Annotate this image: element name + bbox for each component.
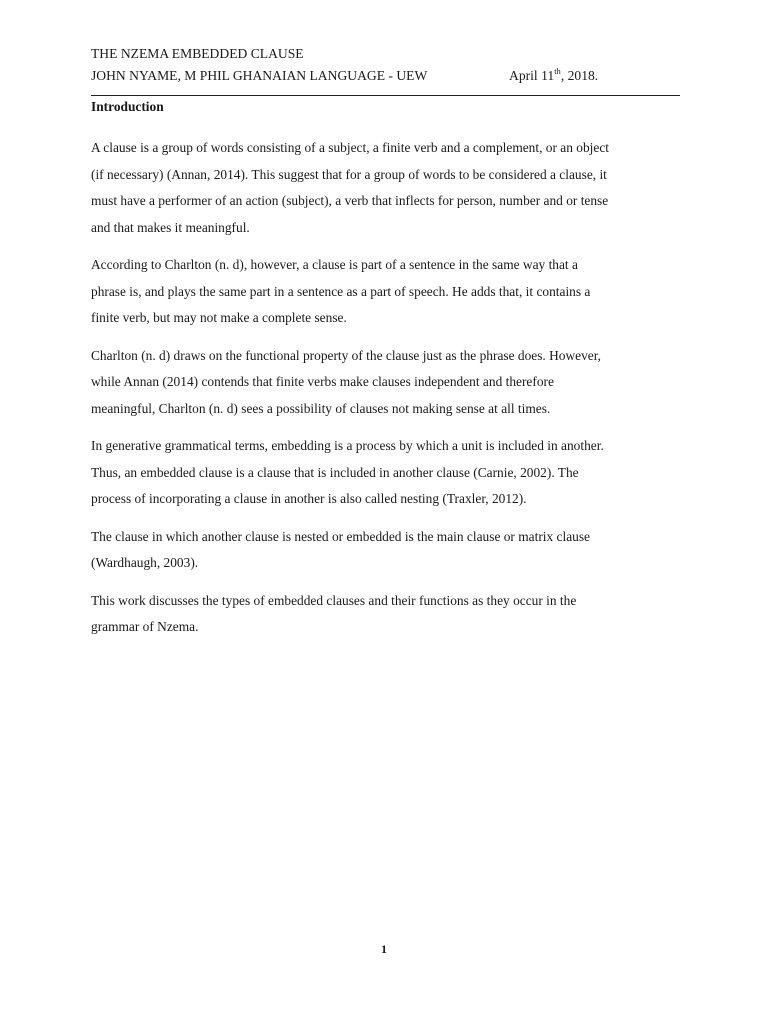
header-divider bbox=[91, 95, 680, 96]
text-line: grammar of Nzema. bbox=[91, 619, 199, 634]
paragraph-5 bbox=[91, 524, 681, 577]
text-line: Charlton (n. d) draws on the functional property of the clause just as the phrase does. However, bbox=[91, 347, 602, 363]
text-line: In generative grammatical terms, embedding is a process by which a unit is included in another. bbox=[91, 438, 604, 453]
header-author: JOHN NYAME, M PHIL GHANAIAN LANGUAGE - UEW bbox=[91, 68, 428, 83]
text-line: Thus, an embedded clause is a clause that is included in another clause (Carnie, 2002). The bbox=[91, 464, 579, 480]
text-line: finite verb, but may not make a complete sense. bbox=[91, 310, 347, 325]
header-date bbox=[509, 66, 598, 85]
text-line: This work discusses the types of embedded clauses and their functions as they occur in the bbox=[91, 592, 577, 608]
header-date-prefix: April 11 bbox=[509, 68, 555, 83]
text-line: A clause is a group of words consisting of a subject, a finite verb and a complement, or an object bbox=[91, 140, 609, 155]
section-heading: Introduction bbox=[91, 99, 164, 114]
document-body bbox=[91, 135, 681, 652]
text-line: meaningful, Charlton (n. d) sees a possibility of clauses not making sense at all times. bbox=[91, 400, 551, 416]
page-number: 1 bbox=[381, 942, 387, 956]
paragraph-1 bbox=[91, 135, 681, 241]
text-line: According to Charlton (n. d), however, a clause is part of a sentence in the same way that a bbox=[91, 257, 578, 272]
text-line: must have a performer of an action (subject), a verb that inflects for person, number and or tense bbox=[91, 193, 609, 208]
text-line: phrase is, and plays the same part in a sentence as a part of speech. He adds that, it contains a bbox=[91, 283, 591, 299]
header-author-date-line bbox=[91, 66, 681, 88]
header-date-superscript: th bbox=[554, 66, 561, 76]
header-title: THE NZEMA EMBEDDED CLAUSE bbox=[91, 46, 304, 61]
paragraph-6 bbox=[91, 588, 681, 641]
paragraph-4 bbox=[91, 433, 681, 513]
page-header bbox=[91, 44, 681, 88]
text-line: while Annan (2014) contends that finite verbs make clauses independent and therefore bbox=[91, 374, 554, 389]
text-line: (if necessary) (Annan, 2014). This suggest that for a group of words to be considered a clause, it bbox=[91, 166, 607, 182]
paragraph-3 bbox=[91, 343, 681, 423]
text-line: and that makes it meaningful. bbox=[91, 219, 250, 235]
text-line: The clause in which another clause is nested or embedded is the main clause or matrix clause bbox=[91, 528, 590, 544]
text-line: (Wardhaugh, 2003). bbox=[91, 555, 199, 570]
header-date-suffix: , 2018. bbox=[560, 68, 599, 83]
paragraph-2 bbox=[91, 252, 681, 332]
text-line: process of incorporating a clause in another is also called nesting (Traxler, 2012). bbox=[91, 491, 527, 506]
